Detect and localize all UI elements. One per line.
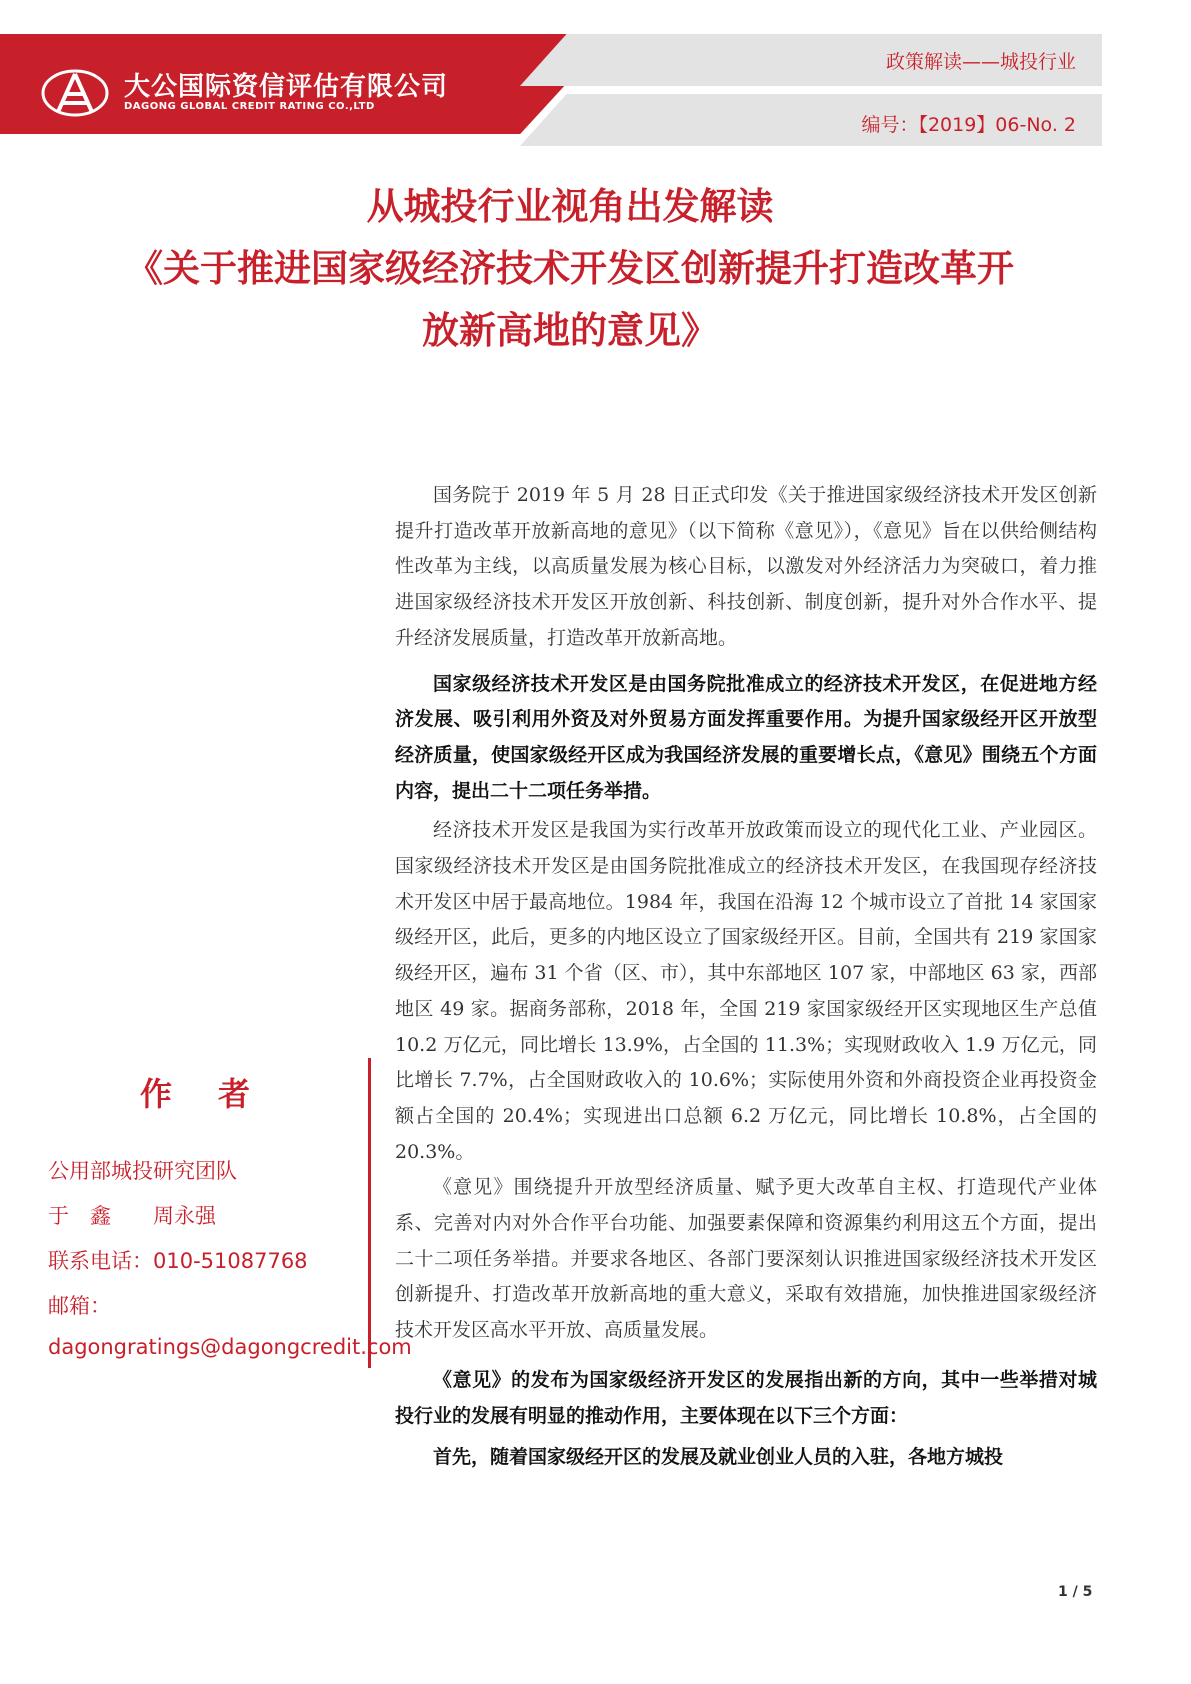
author-names: 于 鑫 周永强 <box>48 1204 216 1228</box>
title-line-2: 《关于推进国家级经济技术开发区创新提升打造改革开 <box>126 247 1014 290</box>
page-title <box>30 176 1110 362</box>
company-name-cn: 大公国际资信评估有限公司 <box>124 72 449 102</box>
paragraph: 《意见》围绕提升开放型经济质量、赋予更大改革自主权、打造现代产业体系、完善对内对外合作平台功能、加强要素保障和资源集约利用这五个方面，提出二十二项任务举措。并要求各地区、各部门要深刻认识推进国家级经济技术开发区创新提升、打造改革开放新高地的重大意义，采取有效措施，加快推进国家级经济技术开发区高水平开放、高质量发展。 <box>395 1176 1097 1342</box>
bold-paragraph: 《意见》的发布为国家级经济开发区的发展指出新的方向，其中一些举措对城投行业的发展有明显的推动作用，主要体现在以下三个方面： <box>395 1368 1097 1427</box>
author-heading: 作者 <box>140 1075 297 1113</box>
paragraph: 国务院于 2019 年 5 月 28 日正式印发《关于推进国家级经济技术开发区创新提升打造改革开放新高地的意见》（以下简称《意见》），《意见》旨在以供给侧结构性改革为主线，以高质量发展为核心目标，以激发对外经济活力为突破口，着力推进国家级经济技术开发区开放创新、科技创新、制度创新，提升对外合作水平、提升经济发展质量，打造改革开放新高地。 <box>395 484 1097 649</box>
serial-number: 编号：【2019】06-No. 2 <box>861 114 1076 136</box>
bold-paragraph: 首先，随着国家级经开区的发展及就业创业人员的入驻，各地方城投 <box>433 1446 1004 1469</box>
bold-paragraph: 国家级经济技术开发区是由国务院批准成立的经济技术开发区，在促进地方经济发展、吸引利用外资及对外贸易方面发挥重要作用。为提升国家级经开区开放型经济质量，使国家级经开区成为我国经济发展的重要增长点，《意见》围绕五个方面内容，提出二十二项任务举措。 <box>395 672 1097 802</box>
title-line-3: 放新高地的意见》 <box>422 309 718 352</box>
title-line-1: 从城投行业视角出发解读 <box>366 185 774 228</box>
author-phone: 联系电话：010-51087768 <box>48 1249 308 1273</box>
author-divider <box>368 1058 371 1368</box>
company-name-en: DAGONG GLOBAL CREDIT RATING CO.,LTD <box>124 101 375 112</box>
page-number: 1 / 5 <box>1058 1584 1093 1600</box>
category-label: 政策解读——城投行业 <box>885 51 1076 73</box>
author-team: 公用部城投研究团队 <box>48 1159 237 1183</box>
author-email-label: 邮箱： <box>48 1294 111 1318</box>
paragraph: 经济技术开发区是我国为实行改革开放政策而设立的现代化工业、产业园区。国家级经济技术开发区是由国务院批准成立的经济技术开发区，在我国现存经济技术开发区中居于最高地位。1984 年，我国在沿海 12 个城市设立了首批 14 家国家级经开区，此后，更多的内地区设立了国家级经开区。目前，全国共有 219 家国家级经开区，遍布 31 个省（区、市），其中东部地区 107 家，中部地区 63 家，西部地区 49 家。据商务部称，2018 年，全国 219 家国家级经开区实现地区生产总值 10.2 万亿元，同比增长 13.9%，占全国的 11.3%；实现财政收入 1.9 万亿元，同比增长 7.7%，占全国财政收入的 10.6%；实际使用外资和外商投资企业再投资金额占全国的 20.4%；实现进出口总额 6.2 万亿元，同比增长 10.8%，占全国的 20.3%。 <box>395 819 1097 1163</box>
dagong-logo-icon <box>40 68 110 118</box>
article-body <box>395 478 1097 1480</box>
author-email[interactable]: dagongratings@dagongcredit.com <box>48 1335 412 1359</box>
